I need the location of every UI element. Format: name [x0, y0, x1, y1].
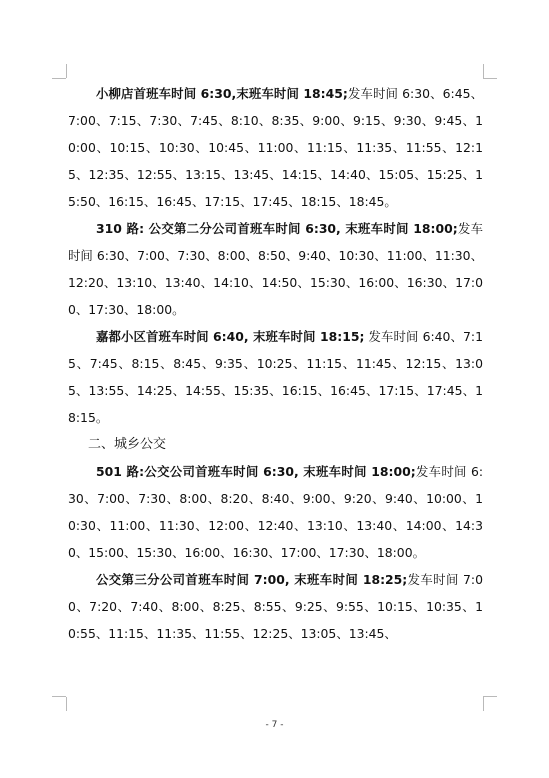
section-title: 二、城乡公交	[88, 437, 167, 452]
departure-times: 发车时间 6:40、7:15、7:45、8:15、8:45、9:35、10:25、11:15、11:45、12:15、13:05、13:55、14:25、14:55、15:35、16:15、16:45、17:15、17:45、18:15。	[68, 329, 483, 425]
paragraph-lead: 小柳店首班车时间 6:30,末班车时间 18:45;	[96, 86, 348, 101]
paragraph-route-310	[68, 215, 483, 323]
paragraph-jiadu	[68, 323, 483, 431]
crop-mark	[483, 78, 497, 79]
crop-mark	[483, 696, 497, 697]
paragraph-xiaoliudian	[68, 80, 483, 215]
paragraph-lead: 501 路:公交公司首班车时间 6:30, 末班车时间 18:00;	[96, 464, 416, 479]
page-number: - 7 -	[265, 720, 284, 730]
crop-mark	[66, 64, 67, 78]
paragraph-lead: 嘉都小区首班车时间 6:40, 末班车时间 18:15;	[96, 329, 365, 344]
departure-times: 发车时间 6:30、6:45、7:00、7:15、7:30、7:45、8:10、8:35、9:00、9:15、9:30、9:45、10:00、10:15、10:30、10:45、11:00、11:15、11:35、11:55、12:15、12:35、12:55、13:15、13:45、14:15、14:40、15:05、15:25、15:50、16:15、16:45、17:15、17:45、18:15、18:45。	[68, 86, 483, 209]
departure-times: 发车时间 7:00、7:20、7:40、8:00、8:25、8:55、9:25、9:55、10:15、10:35、10:55、11:15、11:35、11:55、12:25、13:05、13:45、	[68, 572, 483, 641]
crop-mark	[483, 64, 484, 78]
paragraph-route-501	[68, 458, 483, 566]
crop-mark	[483, 697, 484, 711]
document-body	[68, 80, 483, 647]
departure-times: 发车时间 6:30、7:00、7:30、8:00、8:50、9:40、10:30、11:00、11:30、12:20、13:10、13:40、14:10、14:50、15:30、16:00、16:30、17:00、17:30、18:00。	[68, 221, 484, 317]
paragraph-third-branch	[68, 566, 483, 647]
crop-mark	[52, 78, 66, 79]
crop-mark	[52, 696, 66, 697]
crop-mark	[66, 697, 67, 711]
paragraph-lead: 310 路: 公交第二分公司首班车时间 6:30, 末班车时间 18:00;	[96, 221, 458, 236]
paragraph-lead: 公交第三分公司首班车时间 7:00, 末班车时间 18:25;	[96, 572, 408, 587]
departure-times: 发车时间 6:30、7:00、7:30、8:00、8:20、8:40、9:00、9:20、9:40、10:00、10:30、11:00、11:30、12:00、12:40、13:10、13:40、14:00、14:30、15:00、15:30、16:00、16:30、17:00、17:30、18:00。	[68, 464, 483, 560]
